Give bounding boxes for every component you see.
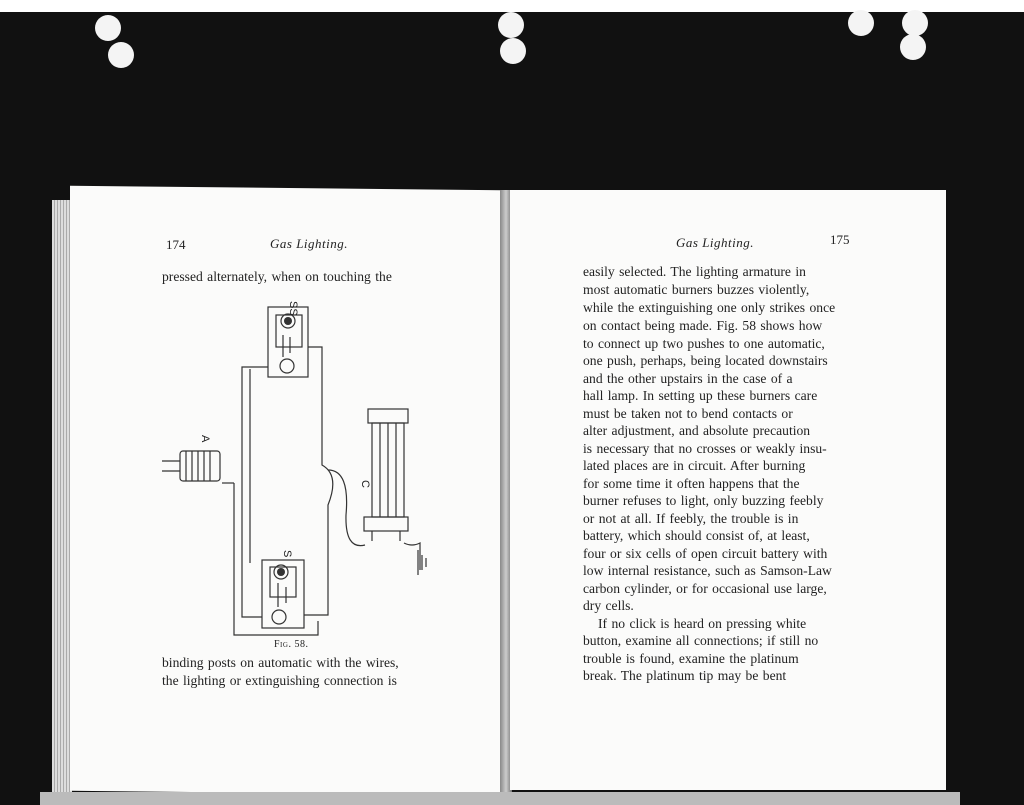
right-running-title: Gas Lighting. xyxy=(676,235,755,250)
text-line: while the extinguishing one only strikes once xyxy=(583,300,836,315)
text-line: to connect up two pushes to one automatic, xyxy=(583,336,825,351)
figure-label-c: C xyxy=(359,480,371,488)
page-edges xyxy=(52,200,72,792)
figure-label-s: S xyxy=(281,550,293,558)
punch-hole xyxy=(902,10,928,36)
punch-hole xyxy=(900,34,926,60)
text-line: most automatic burners buzzes violently, xyxy=(583,282,810,297)
text-line: carbon cylinder, or for occasional use large, xyxy=(583,581,827,596)
figure-caption: Fig. 58. xyxy=(274,639,309,650)
battery-cap xyxy=(368,409,408,423)
text-line: is necessary that no crosses or weakly insu- xyxy=(583,441,827,456)
scanner-top-edge xyxy=(0,0,1024,12)
text-line: one push, perhaps, being located downstairs xyxy=(583,353,828,368)
punch-hole xyxy=(95,15,121,41)
text-line: If no click is heard on pressing white xyxy=(598,616,807,631)
text-line: battery, which should consist of, at least, xyxy=(583,528,810,543)
left-top-line: pressed alternately, when on touching the xyxy=(162,269,392,284)
left-bottom-line-1: binding posts on automatic with the wires, xyxy=(162,655,399,670)
punch-hole xyxy=(500,38,526,64)
text-line: burner refuses to light, only buzzing feebly xyxy=(583,493,824,508)
figure-label-ss: SS xyxy=(287,301,299,316)
figure-label-a: A xyxy=(199,435,211,443)
text-line: break. The platinum tip may be bent xyxy=(583,668,787,683)
text-line: and the other upstairs in the case of a xyxy=(583,371,793,386)
text-line: must be taken not to bend contacts or xyxy=(583,406,793,421)
text-line: button, examine all connections; if still no xyxy=(583,633,819,648)
text-line: dry cells. xyxy=(583,598,634,613)
text-line: for some time it often happens that the xyxy=(583,476,800,491)
text-line: easily selected. The lighting armature in xyxy=(583,264,806,279)
text-line: or not at all. If feebly, the trouble is in xyxy=(583,511,799,526)
wiring-diagram xyxy=(150,285,450,645)
text-line: alter adjustment, and absolute precaution xyxy=(583,423,811,438)
text-line: four or six cells of open circuit battery with xyxy=(583,546,828,561)
text-line: hall lamp. In setting up these burners care xyxy=(583,388,818,403)
left-bottom-line-2: the lighting or extinguishing connection is xyxy=(162,673,397,688)
punch-hole xyxy=(848,10,874,36)
punch-hole xyxy=(108,42,134,68)
text-line: trouble is found, examine the platinum xyxy=(583,651,799,666)
left-page-number: 174 xyxy=(166,237,186,252)
right-page-number: 175 xyxy=(830,232,850,247)
text-line: low internal resistance, such as Samson-Law xyxy=(583,563,832,578)
text-line: lated places are in circuit. After burning xyxy=(583,458,806,473)
scanner-bottom-edge xyxy=(40,792,960,805)
text-line: on contact being made. Fig. 58 shows how xyxy=(583,318,823,333)
punch-hole xyxy=(498,12,524,38)
left-running-title: Gas Lighting. xyxy=(270,236,349,251)
